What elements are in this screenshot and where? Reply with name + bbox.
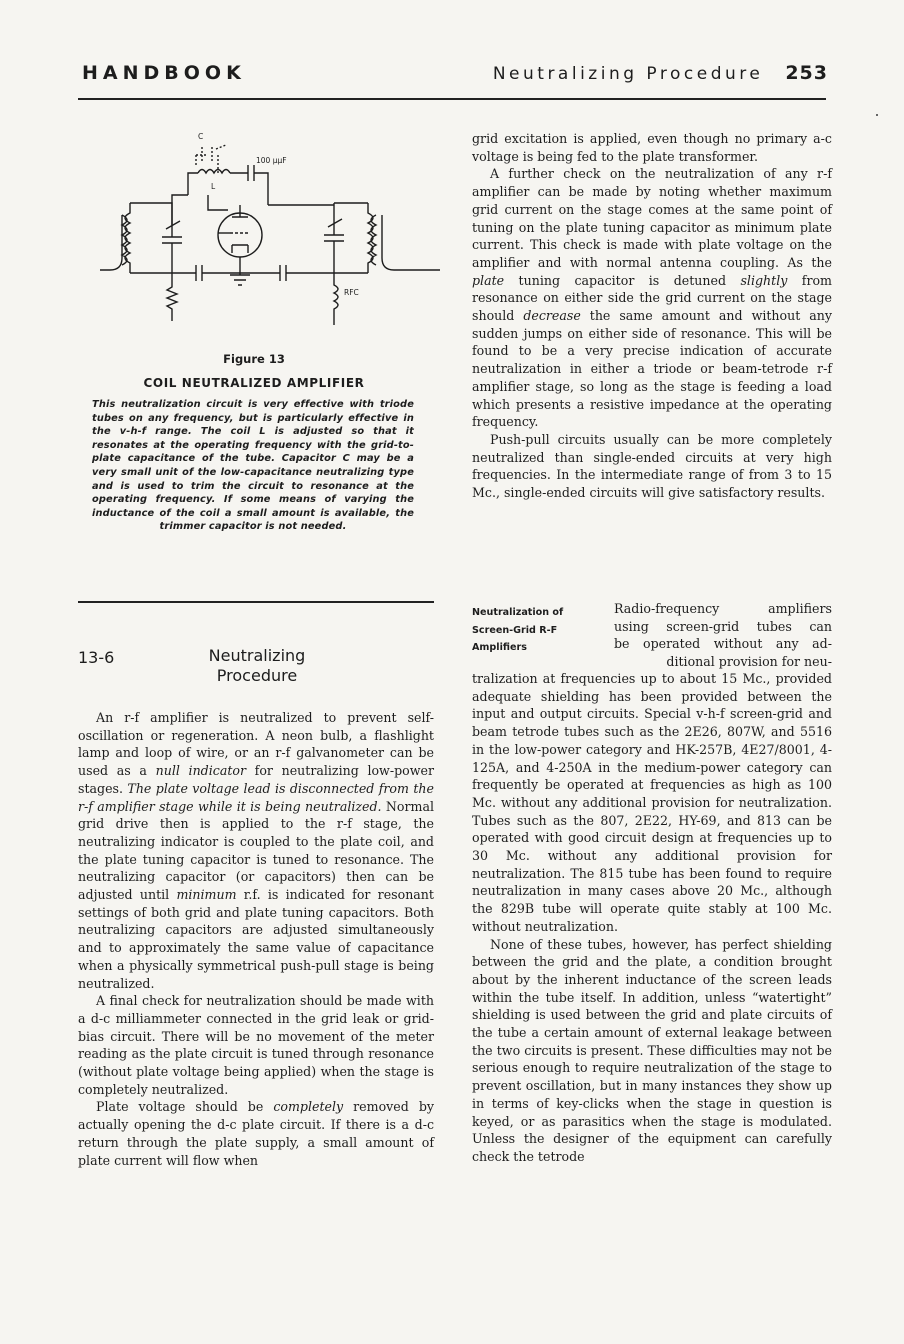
text-run: removed by actually opening the d-c plate circuit. If there is a d-c return through the plate supply, a small amount of plate current will flow when (78, 1099, 434, 1168)
page-number: 253 (785, 62, 828, 84)
paragraph: tralization at frequencies up to about 15 Mc., provided adequate shielding has been provided between the input and output circuits. Special v-h-f screen-grid and beam tetrode tubes such as the 2E26, 807W, and 5516 in the low-power category and HK-257B, 4E27/8001, 4-125A, and 4-250A in the medium-power category can frequently be operated at frequencies as high as 100 Mc. without any additional provision for neutralization. Tubes such as the 807, 2E22, HY-69, and 813 can be operated with good circuit design at frequencies up to 30 Mc. without any additional provision for neutralization. The 815 tube has been found to require neutralization in many cases above 20 Mc., although the 829B tube will operate quite stably at 100 Mc. without neutralization. (472, 671, 832, 934)
left-neutral-wire (172, 195, 188, 225)
italic-run: minimum (176, 887, 237, 903)
tube-cathode (232, 245, 248, 253)
side-heading-text (614, 600, 832, 671)
plate-lead (208, 195, 228, 210)
label-c: C (198, 132, 204, 141)
left-column-text (78, 709, 434, 1169)
label-100uuf: 100 μμF (256, 156, 287, 165)
text-run: tuning capacitor is detuned (504, 272, 741, 288)
paragraph: Push-pull circuits usually can be more completely neutralized than single-ended circuits at very high frequencies. In the intermediate range of from 3 to 15 Mc., single-ended circuits will give satisfactory results. (472, 431, 832, 501)
italic-run: The plate voltage lead is disconnected from the r-f amplifier stage while it is being neutralized. (78, 780, 434, 814)
right-column-text-lower (472, 670, 832, 1166)
italic-run: null indicator (155, 763, 246, 779)
text-run: the same amount and without any sudden jumps on either side of resonance. This will be found to be a very precise indication of accurate neutralization in either a triode or beam-tetrode r-f amplifier stage, so long as the stage is feeding a load which presents a resistive impedance at the operating frequency. (472, 308, 832, 430)
text-run: Normal grid drive then is applied to the r-f stage, the neutralizing indicator is coupled to the plate coil, and the plate tuning capacitor is tuned to resonance. The neutralizing capacitor (or capacitors) then can be adjusted until (78, 798, 434, 903)
right-top-bus (268, 203, 368, 205)
italic-run: plate (472, 272, 505, 288)
paragraph: A final check for neutralization should be made with a d-c milliammeter connected in the grid leak or grid-bias circuit. There will be no movement of the meter reading as the plate circuit is tuned through resonance (without plate voltage being applied) when the stage is completely neutralized. (78, 993, 434, 1097)
input-link (100, 215, 122, 270)
grid-resistor (167, 273, 177, 321)
italic-run: completely (273, 1099, 344, 1115)
plate-tuning-capacitor (324, 203, 344, 273)
text-line: Radio-frequency amplifiers (614, 601, 832, 616)
text-line: ditional provision for neu- (666, 654, 832, 670)
header-rule (78, 98, 826, 100)
label-l: L (211, 182, 216, 191)
figure-caption: This neutralization circuit is very effective with triode tubes on any frequency, but is particularly effective in the v-h-f range. The coil L is adjusted so that it resonates at the operating frequency with the grid-to-plate capacitance of the tube. Capacitor C may be a very small unit of the low-capacitance neutralizing type and is used to trim the circuit to resonance at the operating frequency. If some means of varying the inductance of the coil a small amount is available, the trimmer capacitor is not needed. (92, 399, 414, 533)
scan-speck (876, 114, 878, 116)
side-heading-line: Neutralization of (472, 607, 564, 618)
figure-title: COIL NEUTRALIZED AMPLIFIER (143, 376, 365, 390)
capacitor-100uuf (248, 165, 254, 181)
running-head-title: HANDBOOK (82, 62, 246, 84)
triode-tube (218, 213, 262, 257)
grid-tuning-capacitor (162, 221, 182, 273)
blocking-capacitor-left (196, 265, 202, 281)
text-run: Plate voltage should be (96, 1099, 274, 1115)
side-heading (472, 604, 612, 657)
label-rfc: RFC (344, 288, 359, 297)
section-number: 13-6 (78, 648, 115, 667)
paragraph: None of these tubes, however, has perfect shielding between the grid and the plate, a condition brought about by the inherent inductance of the screen leads within the tube itself. In addition, unless “watertight” shielding is used between the grid and plate circuits of the tube a certain amount of external leakage between the two circuits is present. These difficulties may not be serious enough to require neutralization of the stage to prevent oscillation, but in many instances they show up in terms of key-clicks when the stage in question is keyed, or as parasitics when the stage is modulated. Unless the designer of the equipment can carefully check the tetrode (472, 936, 832, 1164)
text-line: using screen-grid tubes can (614, 618, 832, 634)
coil-l (198, 170, 230, 174)
output-link (382, 215, 440, 270)
ground-symbol (230, 257, 250, 285)
figure-number: Figure 13 (223, 352, 285, 366)
rf-choke (334, 273, 338, 325)
paragraph: grid excitation is applied, even though no primary a-c voltage is being fed to the plate transformer. (472, 131, 832, 164)
text-line: be operated without any ad- (614, 636, 832, 652)
side-heading-line: Amplifiers (472, 642, 527, 653)
text-run: from resonance on either side the grid current on the stage should (472, 272, 832, 324)
paragraph (472, 165, 832, 431)
paragraph (78, 1098, 434, 1169)
text-run: for neutralizing low-power stages. (78, 763, 434, 796)
section-title: Neutralizing Procedure (208, 646, 306, 685)
blocking-capacitor-right (280, 265, 286, 281)
side-heading-line: Screen-Grid R-F (472, 624, 558, 636)
text-run: r.f. is indicated for resonant settings of both grid and plate tuning capacitors. Both neutralizing capacitors are adjusted simultaneously and to approximately the same value of capacitance when a physically symmetrical push-pull stage is being neutralized. (78, 887, 434, 991)
running-head-section (493, 62, 828, 84)
left-top-bus (130, 203, 172, 225)
text-run: A further check on the neutralization of any r-f amplifier can be made by noting whether maximum grid current on the stage comes at the same point of tuning on the plate tuning capacitor as minimum plate current. This check is made with plate voltage on the amplifier and with normal antenna coupling. As the (472, 166, 832, 270)
italic-run: decrease (523, 308, 581, 324)
coil-neutralized-amplifier-schematic (100, 125, 440, 335)
text-run: An r-f amplifier is neutralized to prevent self-oscillation or regeneration. A neon bulb, a flashlight lamp and loop of wire, or an r-f galvanometer can be used as a (78, 710, 434, 779)
section-rule (78, 601, 434, 603)
tube-plate (232, 205, 248, 217)
right-column-text-upper (472, 130, 832, 502)
trimmer-capacitor-c (196, 145, 226, 173)
italic-run: slightly (740, 272, 788, 288)
top-wire-left (188, 173, 198, 195)
paragraph (78, 709, 434, 992)
running-head-section-title: Neutralizing Procedure (492, 64, 764, 84)
top-wire-right (254, 173, 268, 205)
